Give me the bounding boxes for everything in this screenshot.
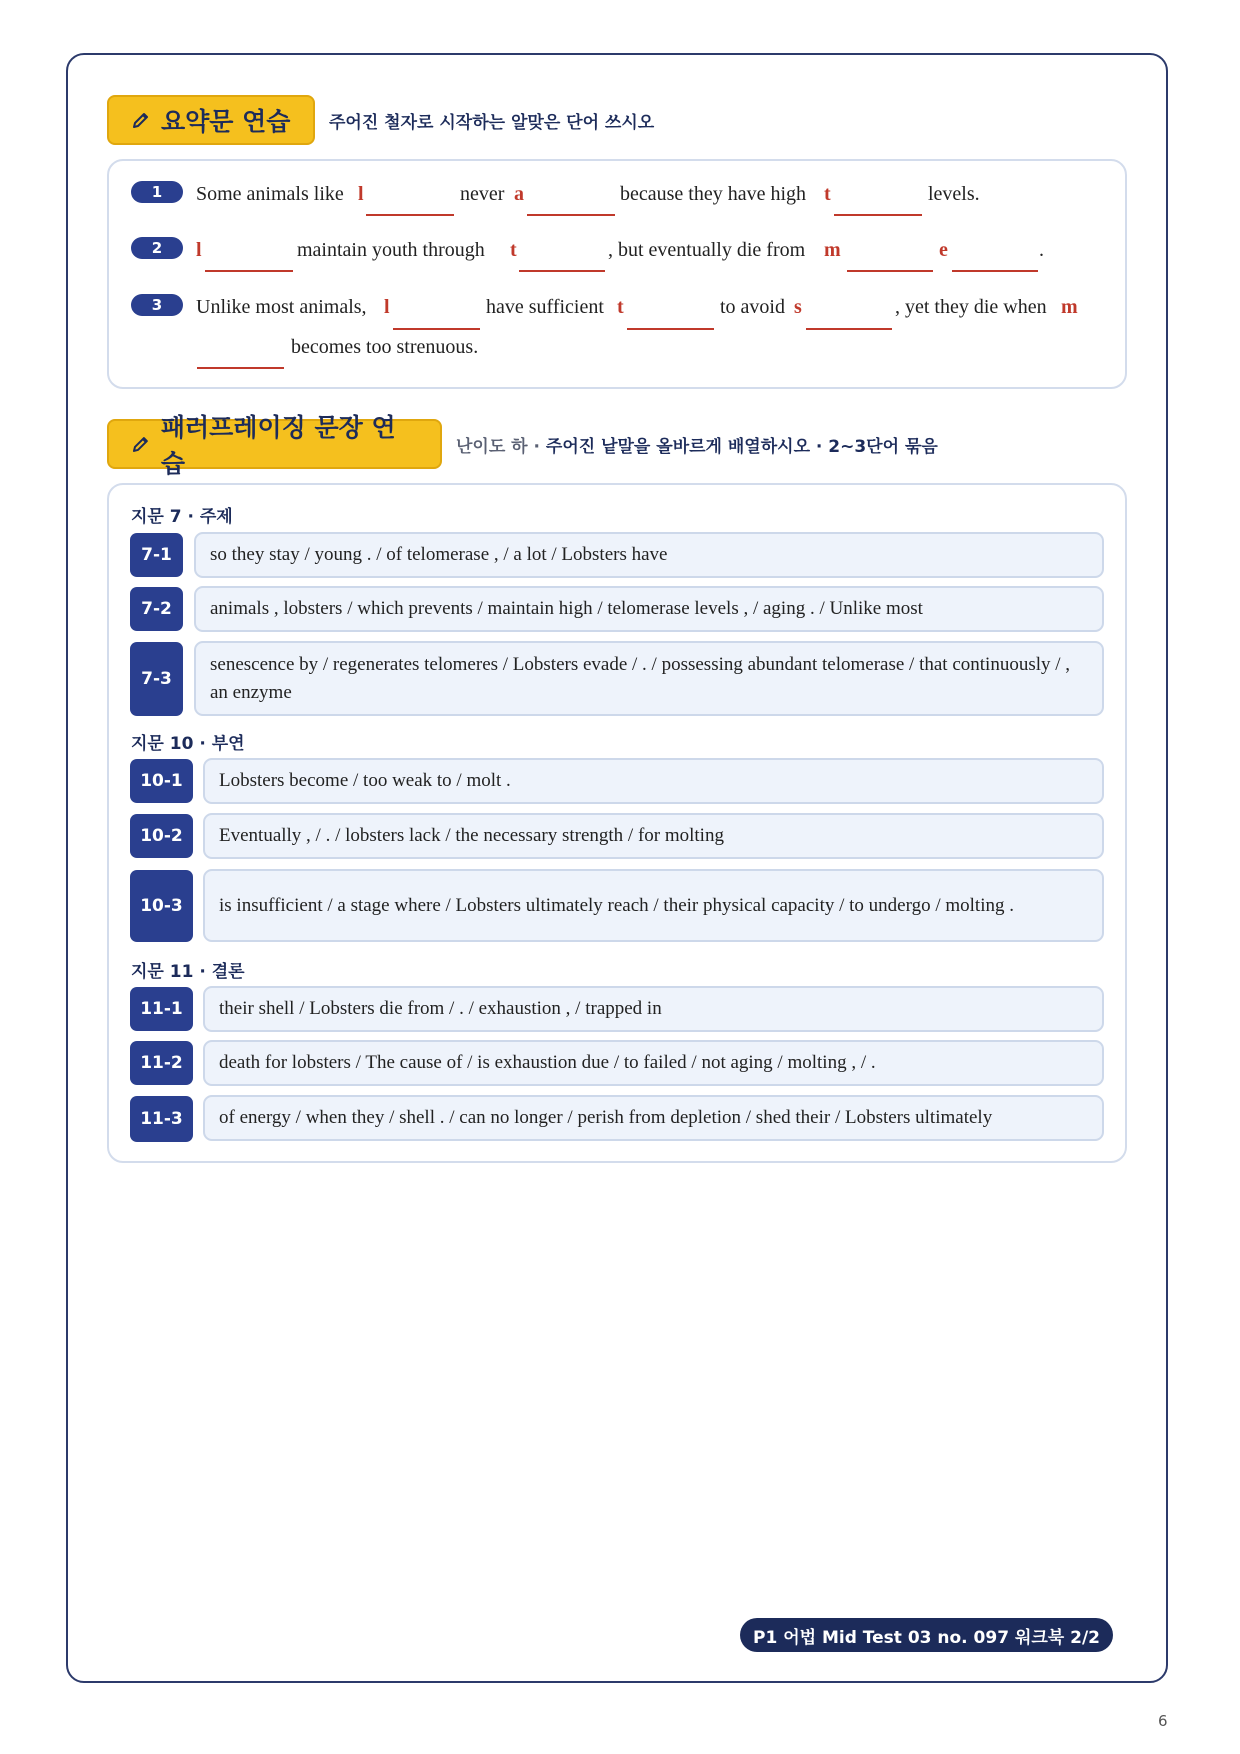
summary-item-3-letter-m: m: [1061, 296, 1078, 318]
summary-item-1-text-a: Some animals like: [196, 183, 344, 205]
question-number-7-2: 7-2: [130, 587, 183, 631]
question-number-7-3: 7-3: [130, 642, 183, 716]
question-number-10-2: 10-2: [130, 814, 193, 858]
summary-item-3-text-a: Unlike most animals,: [196, 296, 367, 318]
summary-item-3-text-e: becomes too strenuous.: [291, 336, 479, 358]
summary-item-3-letter-t: t: [617, 296, 624, 318]
summary-item-3-letter-s: s: [794, 296, 802, 318]
summary-item-2-blank-4[interactable]: [952, 270, 1038, 272]
question-box-10-3[interactable]: is insufficient / a stage where / Lobsters ultimately reach / their physical capacity / to undergo / molting .: [203, 869, 1104, 942]
paraphrase-tag: [107, 413, 442, 478]
question-number-11-3: 11-3: [130, 1096, 193, 1142]
summary-item-2-letter-e: e: [939, 239, 948, 261]
summary-item-1-text-d: levels.: [928, 183, 980, 205]
summary-item-2-blank-2[interactable]: [519, 270, 605, 272]
summary-item-3-number: 3: [131, 294, 183, 316]
summary-item-2-letter-l: l: [196, 239, 202, 261]
question-number-11-2: 11-2: [130, 1041, 193, 1085]
paraphrase-header: [107, 413, 938, 478]
summary-item-3-letter-l: l: [384, 296, 390, 318]
summary-item-2-letter-t: t: [510, 239, 517, 261]
page-number: 6: [1158, 1712, 1168, 1730]
summary-item-3-text-d: , yet they die when: [895, 296, 1047, 318]
group-label-7: 지문 7 · 주제: [131, 507, 233, 527]
summary-item-2-text-c: .: [1039, 239, 1044, 261]
summary-instruction: 주어진 철자로 시작하는 알맞은 단어 쓰시오: [329, 112, 655, 133]
summary-item-1-letter-a: a: [514, 183, 524, 205]
summary-item-2-blank-1[interactable]: [205, 270, 293, 272]
summary-header: [107, 95, 654, 145]
summary-item-3-text-c: to avoid: [720, 296, 785, 318]
group-label-11: 지문 11 · 결론: [131, 962, 245, 982]
summary-item-2-text-b: , but eventually die from: [608, 239, 806, 261]
question-box-7-3[interactable]: senescence by / regenerates telomeres / Lobsters evade / . / possessing abundant telomerase / that continuously / , an enzyme: [194, 641, 1104, 716]
summary-item-1-blank-2[interactable]: [527, 214, 615, 216]
summary-item-1-letter-l: l: [358, 183, 364, 205]
paraphrase-tag-label: 패러프레이징 문장 연습: [160, 413, 396, 478]
summary-item-1-text-c: because they have high: [620, 183, 807, 205]
paraphrase-level: 난이도 하 ·: [456, 436, 540, 457]
summary-item-3-blank-1[interactable]: [393, 328, 480, 330]
summary-item-2-text-a: maintain youth through: [297, 239, 485, 261]
summary-item-1-letter-t: t: [824, 183, 831, 205]
summary-item-3-blank-4[interactable]: [197, 367, 284, 369]
question-box-7-1[interactable]: so they stay / young . / of telomerase , / a lot / Lobsters have: [194, 532, 1104, 578]
pencil-icon: [131, 434, 151, 454]
summary-item-2-number: 2: [131, 237, 183, 259]
question-box-11-2[interactable]: death for lobsters / The cause of / is exhaustion due / to failed / not aging / molting , / .: [203, 1040, 1104, 1086]
summary-item-2-letter-m: m: [824, 239, 841, 261]
question-number-7-1: 7-1: [130, 533, 183, 577]
question-box-11-1[interactable]: their shell / Lobsters die from / . / exhaustion , / trapped in: [203, 986, 1104, 1032]
summary-tag-label: 요약문 연습: [161, 107, 291, 136]
summary-item-1-blank-1[interactable]: [366, 214, 454, 216]
paraphrase-instruction: 주어진 낱말을 올바르게 배열하시오 · 2~3단어 묶음: [545, 436, 938, 457]
question-box-10-1[interactable]: Lobsters become / too weak to / molt .: [203, 758, 1104, 804]
pencil-icon: [131, 110, 151, 130]
question-box-11-3[interactable]: of energy / when they / shell . / can no longer / perish from depletion / shed their / Lobsters ultimately: [203, 1095, 1104, 1141]
summary-item-3-blank-3[interactable]: [806, 328, 892, 330]
question-box-7-2[interactable]: animals , lobsters / which prevents / maintain high / telomerase levels , / aging . / Unlike most: [194, 586, 1104, 632]
summary-item-1-number: 1: [131, 181, 183, 203]
question-number-11-1: 11-1: [130, 987, 193, 1031]
footer-label: P1 어법 Mid Test 03 no. 097 워크북 2/2: [740, 1618, 1113, 1652]
group-label-10: 지문 10 · 부연: [131, 734, 245, 754]
question-box-10-2[interactable]: Eventually , / . / lobsters lack / the necessary strength / for molting: [203, 813, 1104, 859]
question-number-10-3: 10-3: [130, 870, 193, 942]
summary-item-3-text-b: have sufficient: [486, 296, 604, 318]
question-number-10-1: 10-1: [130, 759, 193, 803]
summary-item-1-text-b: never: [460, 183, 505, 205]
summary-item-2-blank-3[interactable]: [847, 270, 933, 272]
summary-item-3-blank-2[interactable]: [627, 328, 714, 330]
summary-tag: [107, 95, 315, 145]
summary-item-1-blank-3[interactable]: [834, 214, 922, 216]
